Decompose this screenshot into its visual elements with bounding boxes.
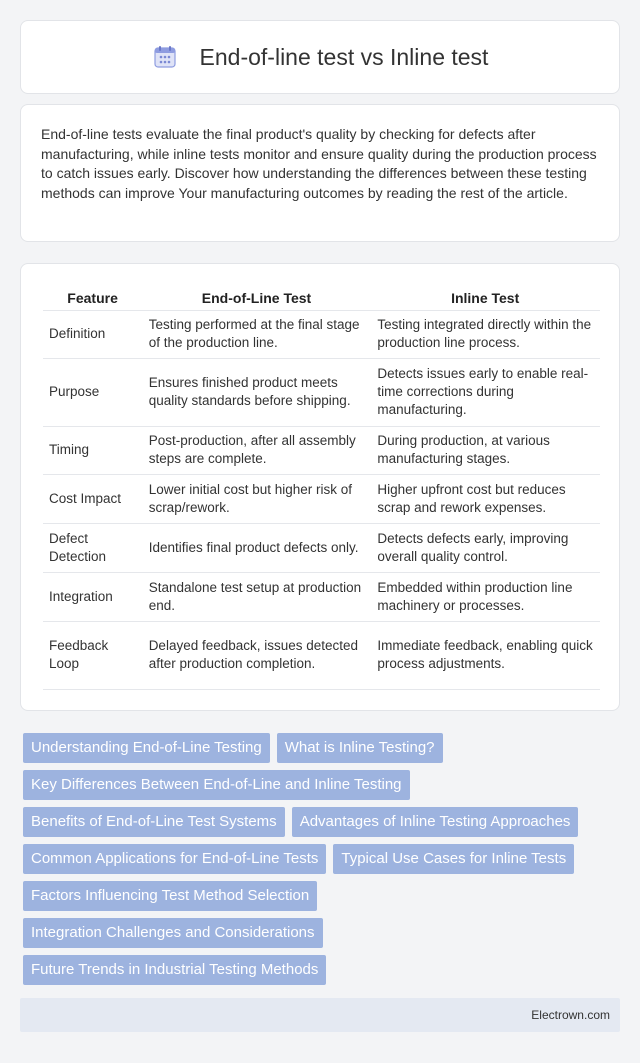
inline-cell: Testing integrated directly within the production line process. (371, 310, 600, 358)
feature-cell: Definition (43, 310, 142, 358)
intro-text: End-of-line tests evaluate the final product's quality by checking for defects after manufacturing, while inline tests monitor and ensure quality during the production process to catch issues early. Discover how understanding the differences between these testing methods can improve Your manufacturing outcomes by reading the rest of the article. (41, 126, 597, 201)
header-card (20, 20, 620, 94)
topic-tag[interactable]: Typical Use Cases for Inline Tests (333, 844, 574, 874)
table-row (43, 572, 600, 621)
footer-source[interactable]: Electrown.com (531, 1008, 610, 1022)
feature-cell: Purpose (43, 358, 142, 426)
comparison-table-card (20, 263, 620, 711)
topic-tag[interactable]: Future Trends in Industrial Testing Methods (23, 955, 326, 985)
end-of-line-cell: Delayed feedback, issues detected after production completion. (142, 621, 371, 689)
table-row (43, 523, 600, 572)
table-row (43, 426, 600, 474)
topic-tag[interactable]: Key Differences Between End-of-Line and Inline Testing (23, 770, 410, 800)
feature-cell: Cost Impact (43, 474, 142, 523)
topic-tag[interactable]: Common Applications for End-of-Line Tests (23, 844, 326, 874)
feature-cell: Defect Detection (43, 523, 142, 572)
topic-tag[interactable]: Benefits of End-of-Line Test Systems (23, 807, 285, 837)
inline-cell: Detects issues early to enable real-time corrections during manufacturing. (371, 358, 600, 426)
topic-tag[interactable]: Factors Influencing Test Method Selection (23, 881, 317, 911)
end-of-line-cell: Standalone test setup at production end. (142, 572, 371, 621)
feature-cell: Feedback Loop (43, 621, 142, 689)
end-of-line-cell: Ensures finished product meets quality standards before shipping. (142, 358, 371, 426)
header-inline: Inline Test (371, 287, 600, 310)
table-header-row (43, 287, 600, 310)
header-feature: Feature (43, 287, 142, 310)
topic-tag[interactable]: Integration Challenges and Considerations (23, 918, 323, 948)
feature-cell: Timing (43, 426, 142, 474)
table-row (43, 358, 600, 426)
inline-cell: During production, at various manufacturing stages. (371, 426, 600, 474)
intro-card (20, 104, 620, 242)
end-of-line-cell: Identifies final product defects only. (142, 523, 371, 572)
inline-cell: Embedded within production line machinery or processes. (371, 572, 600, 621)
end-of-line-cell: Post-production, after all assembly steps are complete. (142, 426, 371, 474)
table-row (43, 621, 600, 689)
inline-cell: Immediate feedback, enabling quick process adjustments. (371, 621, 600, 689)
related-topics (23, 733, 623, 992)
inline-cell: Detects defects early, improving overall quality control. (371, 523, 600, 572)
table-row (43, 474, 600, 523)
topic-tag[interactable]: Advantages of Inline Testing Approaches (292, 807, 579, 837)
calendar-icon (152, 44, 178, 70)
feature-cell: Integration (43, 572, 142, 621)
inline-cell: Higher upfront cost but reduces scrap and rework expenses. (371, 474, 600, 523)
end-of-line-cell: Testing performed at the final stage of the production line. (142, 310, 371, 358)
header-end-of-line: End-of-Line Test (142, 287, 371, 310)
topic-tag[interactable]: Understanding End-of-Line Testing (23, 733, 270, 763)
end-of-line-cell: Lower initial cost but higher risk of scrap/rework. (142, 474, 371, 523)
table-row (43, 310, 600, 358)
footer (20, 998, 620, 1032)
comparison-table (43, 287, 600, 690)
topic-tag[interactable]: What is Inline Testing? (277, 733, 443, 763)
page-title: End-of-line test vs Inline test (199, 43, 489, 70)
